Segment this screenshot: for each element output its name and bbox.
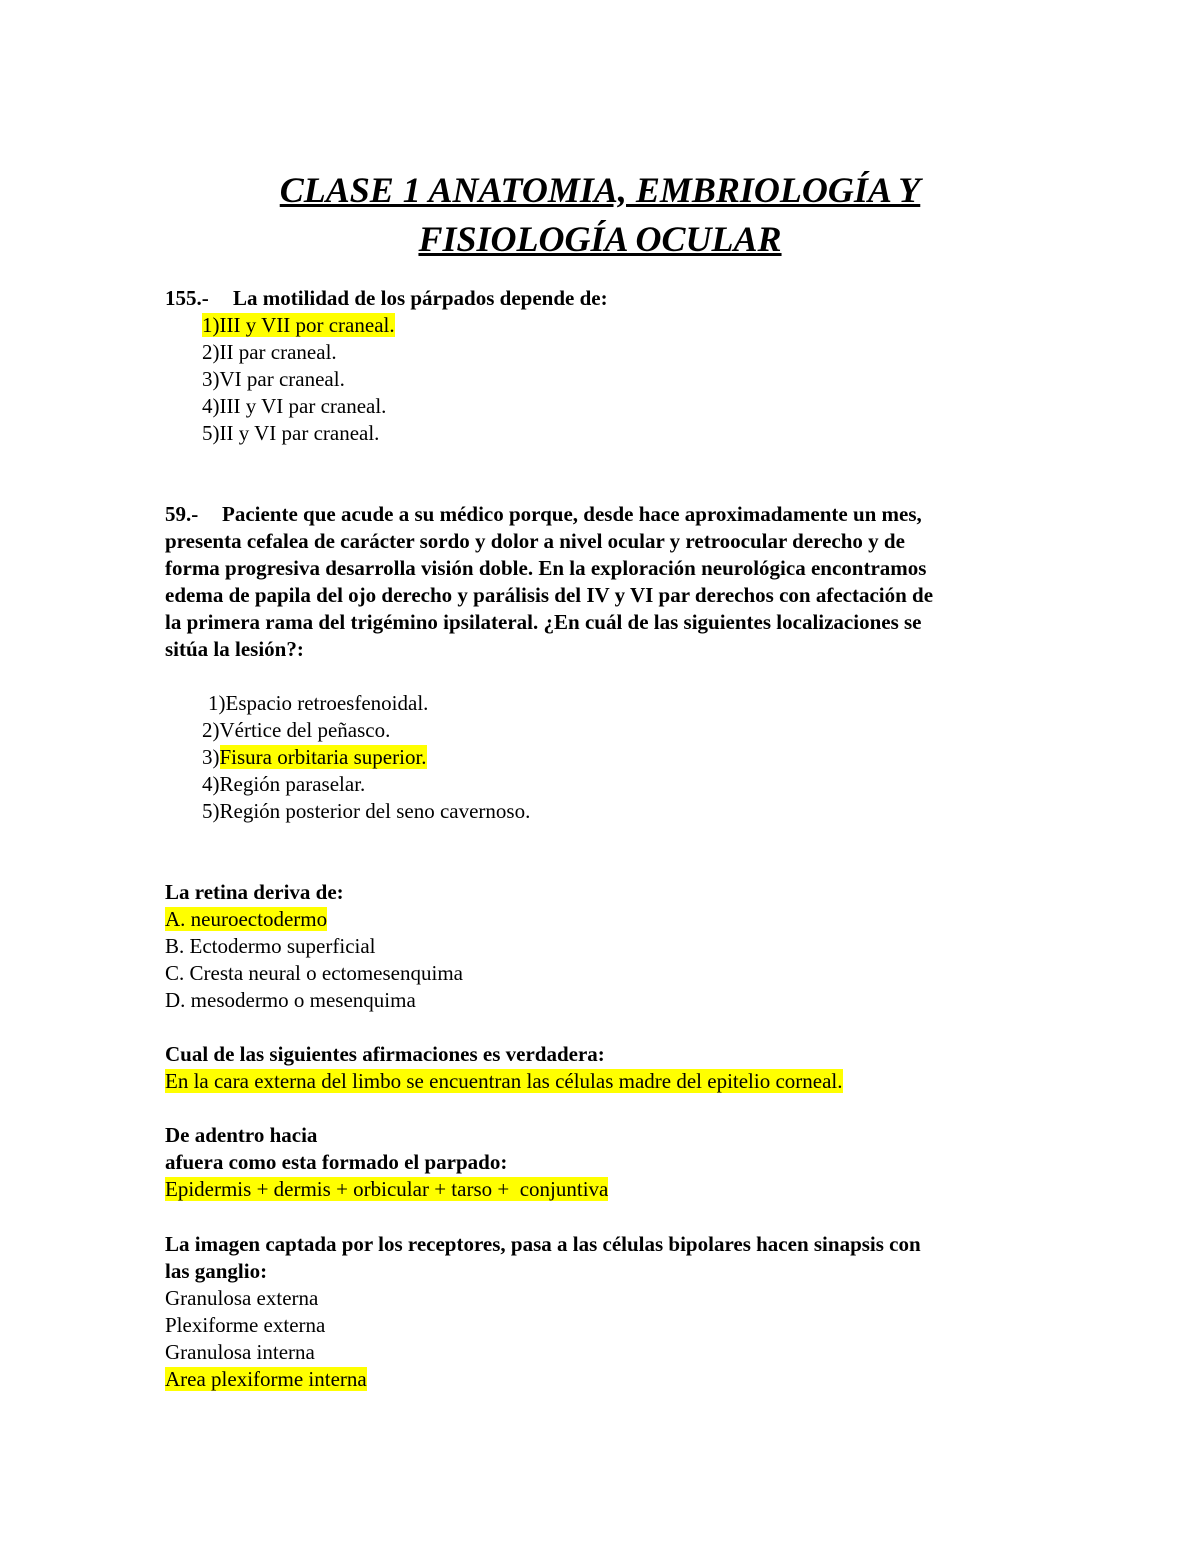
question-line: edema de papila del ojo derecho y parálisis del IV y VI par derechos con afectación de: [165, 583, 934, 607]
question-line: 59.- Paciente que acude a su médico porque, desde hace aproximadamente un mes,: [165, 502, 922, 526]
answer-line: [165, 1068, 843, 1095]
question-155: [165, 285, 608, 447]
question-line: la primera rama del trigémino ipsilateral. ¿En cuál de las siguientes localizaciones se: [165, 610, 922, 634]
option-item: 1)Espacio retroesfenoidal.: [208, 691, 429, 715]
question-line: las ganglio:: [165, 1259, 268, 1283]
question-text: La motilidad de los párpados depende de:: [233, 286, 608, 310]
title-line-1: CLASE 1 ANATOMIA, EMBRIOLOGÍA Y: [279, 170, 921, 210]
question-parpado: [165, 1122, 608, 1203]
option-item: 5)Región posterior del seno cavernoso.: [202, 799, 531, 823]
correct-answer-highlight: Area plexiforme interna: [165, 1367, 367, 1391]
correct-answer-highlight: Epidermis + dermis + orbicular + tarso + conjuntiva: [165, 1177, 609, 1201]
option-item: 2)II par craneal.: [202, 340, 337, 364]
option-item: 4)III y VI par craneal.: [202, 394, 387, 418]
option-item: [165, 1366, 921, 1393]
option-item: Plexiforme externa: [165, 1313, 326, 1337]
question-text: La retina deriva de:: [165, 880, 344, 904]
option-item: 3)Fisura orbitaria superior.: [202, 745, 427, 769]
correct-answer-highlight: En la cara externa del limbo se encuentran las células madre del epitelio corneal.: [165, 1069, 843, 1093]
option-item: [202, 312, 608, 339]
option-item: 4)Región paraselar.: [202, 772, 366, 796]
answer-line: [165, 1176, 608, 1203]
question-text: Cual de las siguientes afirmaciones es verdadera:: [165, 1042, 605, 1066]
option-list: [165, 312, 608, 447]
question-line: afuera como esta formado el parpado:: [165, 1150, 508, 1174]
question-limbo: [165, 1041, 843, 1095]
correct-answer-highlight: 1)III y VII por craneal.: [202, 313, 395, 337]
question-59: [165, 501, 933, 825]
option-item: Granulosa externa: [165, 1286, 319, 1310]
question-line: forma progresiva desarrolla visión doble. En la exploración neurológica encontramos: [165, 556, 927, 580]
option-item: 2)Vértice del peñasco.: [202, 718, 391, 742]
correct-answer-highlight: Fisura orbitaria superior.: [219, 745, 427, 769]
document-title: [0, 166, 1200, 264]
option-item: [165, 906, 463, 933]
option-item: 5)II y VI par craneal.: [202, 421, 380, 445]
question-number: 59.-: [165, 502, 199, 526]
correct-answer-highlight: A. neuroectodermo: [165, 907, 328, 931]
option-item: B. Ectodermo superficial: [165, 934, 376, 958]
option-item: D. mesodermo o mesenquima: [165, 988, 416, 1012]
question-line: sitúa la lesión?:: [165, 637, 304, 661]
option-item: Granulosa interna: [165, 1340, 315, 1364]
question-155-stem: [165, 285, 608, 312]
question-line: La imagen captada por los receptores, pasa a las células bipolares hacen sinapsis con: [165, 1232, 921, 1256]
question-59-stem: [165, 501, 933, 663]
question-retina: [165, 879, 463, 1014]
title-line-2: FISIOLOGÍA OCULAR: [418, 219, 782, 259]
question-line: De adentro hacia: [165, 1123, 318, 1147]
option-item: C. Cresta neural o ectomesenquima: [165, 961, 463, 985]
question-imagen: [165, 1231, 921, 1393]
question-number: 155.-: [165, 286, 209, 310]
option-list: [165, 690, 933, 825]
option-item: 3)VI par craneal.: [202, 367, 345, 391]
question-line: presenta cefalea de carácter sordo y dolor a nivel ocular y retroocular derecho y de: [165, 529, 905, 553]
